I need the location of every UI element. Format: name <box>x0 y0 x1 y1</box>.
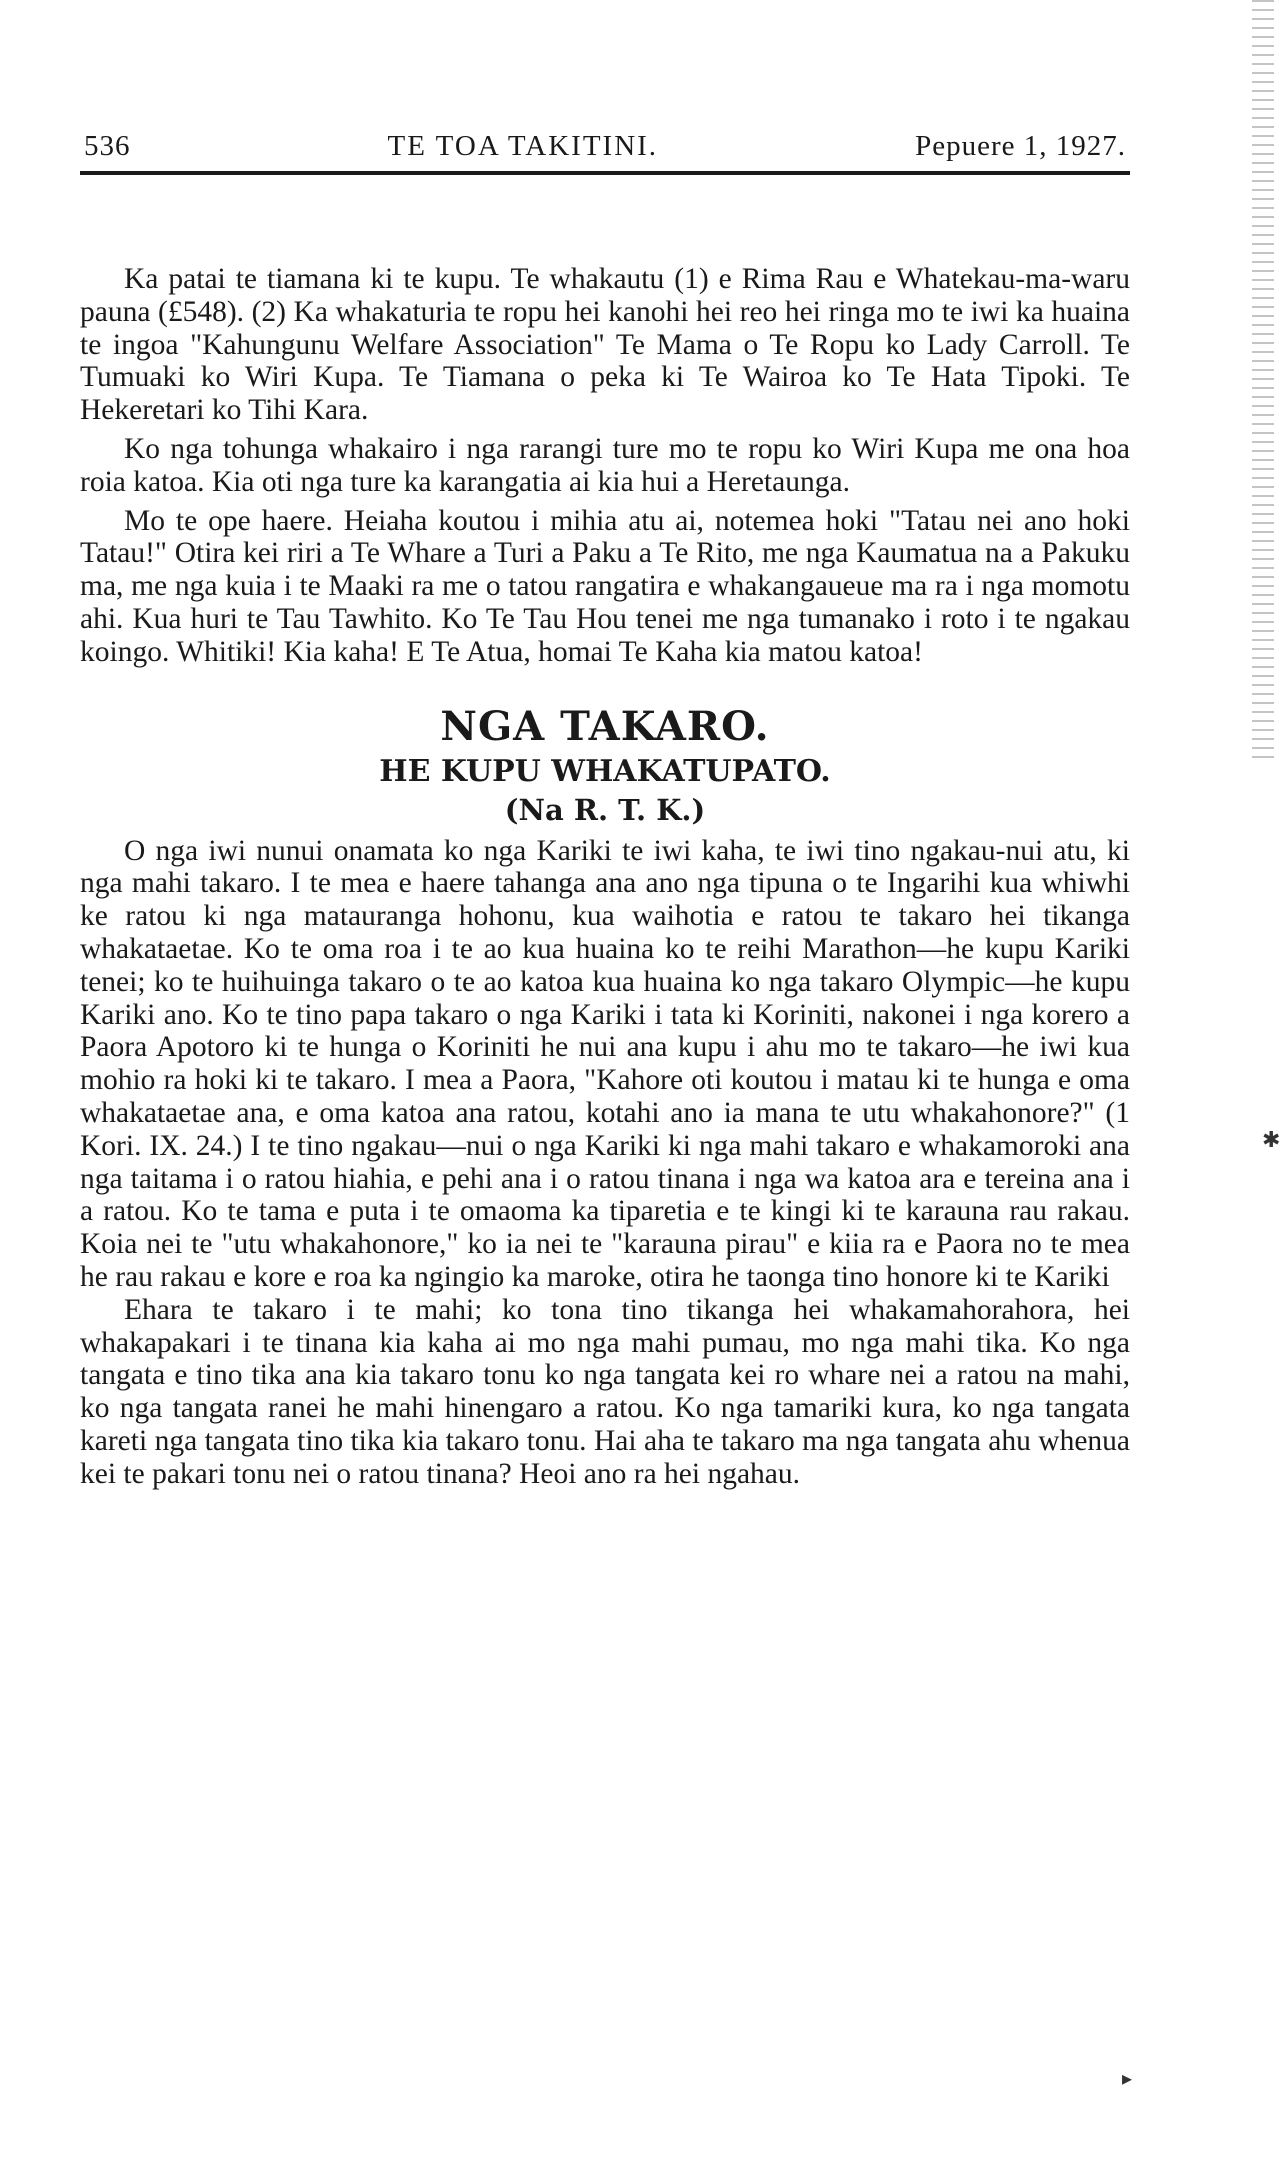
page-number: 536 <box>84 130 131 162</box>
issue-date: Pepuere 1, 1927. <box>915 130 1126 162</box>
bottom-ink-mark: ▸ <box>1122 2066 1133 2090</box>
journal-title: TE TOA TAKITINI. <box>387 130 659 162</box>
section-title: NGA TAKARO. <box>440 702 770 750</box>
paragraph-welfare-association: Ka patai te tiamana ki te kupu. Te whakautu (1) e Rima Rau e Whatekau-ma-waru pauna (£548). (2) Ka whakaturia te ropu hei kanohi hei reo hei ringa mo te iwi ka huaina te ingoa "Kahungunu Welfare Association" Te Mama o Te Ropu ko Lady Carroll. Te Tumuaki ko Wiri Kupa. Te Tiamana o peka ki Te Wairoa ko Te Hata Tipoki. Te Hekeretari ko Tihi Kara. <box>80 263 1130 427</box>
running-header <box>80 130 1130 175</box>
page-edge-specks <box>1252 0 1274 760</box>
section-byline: (Na R. T. K.) <box>504 792 706 827</box>
section-subtitle: HE KUPU WHAKATUPATO. <box>379 753 831 789</box>
paragraph-greetings: Mo te ope haere. Heiaha koutou i mihia atu ai, notemea hoki "Tatau nei ano hoki Tatau!" Otira kei riri a Te Whare a Turi a Paku a Te Rito, me nga Kaumatua na a Pakuku ma, me nga kuia i te Maaki ra me o tatou rangatira e whakangaueue ma ra i nga momotu ahi. Kua huri te Tau Tawhito. Ko Te Tau Hou tenei me nga tumanako i roto i te ngakau koingo. Whitiki! Kia kaha! E Te Atua, homai Te Kaha kia matou katoa! <box>80 504 1130 668</box>
paragraph-greek-games: O nga iwi nunui onamata ko nga Kariki te iwi kaha, te iwi tino ngakau-nui atu, ki nga mahi takaro. I te mea e haere tahanga ana ano nga tipuna o te Ingarihi kua whiwhi ke ratou ki nga matauranga hohonu, kua waihotia e ratou te takaro hei tikanga whakataetae. Ko te oma roa i te ao kua huaina ko te reihi Marathon—he kupu Kariki tenei; ko te huihuinga takaro o te ao katoa kua huaina ko nga takaro Olympic—he kupu Kariki ano. Ko te tino papa takaro o nga Kariki i tata ki Koriniti, nakonei i nga korero a Paora Apotoro ki te hunga o Koriniti he nui ana kupu i ahu mo te takaro—he iwi kua mohio ra hoki ki te takaro. I mea a Paora, "Kahore oti koutou i matau ki te hunga e oma whakataetae ana, e oma katoa ana ratou, kotahi ano ia mana te utu whakahonore?" (1 Kori. IX. 24.) I te tino ngakau—nui o nga Kariki ki nga mahi takaro e whakamoroki ana nga taitama i o ratou hiahia, e pehi ana i o ratou tinana i nga wa katoa ara e tereina ana i a ratou. Ko te tama e puta i te omaoma ka tiparetia e te kingi ki te karauna rau rakau. Koia nei te "utu whakahonore," ko ia nei te "karauna pirau" e kiia ra e Paora no te mea he rau rakau e kore e roa ka ngingio ka maroke, otira he taonga tino honore ki te Kariki <box>80 834 1130 1293</box>
paragraph-purpose-of-sport: Ehara te takaro i te mahi; ko tona tino tikanga hei whakamahorahora, hei whakapakari i te tinana kia kaha ai mo nga mahi pumau, mo nga mahi tika. Ko nga tangata e tino tika ana kia takaro tonu ko nga tangata kei ro whare nei a ratou na mahi, ko nga tangata ranei he mahi hinengaro a ratou. Ko nga tamariki kura, ko nga tangata kareti nga tangata tino tika kia takaro tonu. Hai aha te takaro ma nga tangata ahu whenua kei te pakari tonu nei o ratou tinana? Heoi ano ra hei ngahau. <box>80 1293 1130 1490</box>
margin-ink-mark: ✱ <box>1262 1128 1280 1153</box>
paragraph-rules-committee: Ko nga tohunga whakairo i nga rarangi ture mo te ropu ko Wiri Kupa me ona hoa roia katoa. Kia oti nga ture ka karangatia ai kia hui a Heretaunga. <box>80 432 1130 498</box>
document-page <box>80 130 1130 1491</box>
